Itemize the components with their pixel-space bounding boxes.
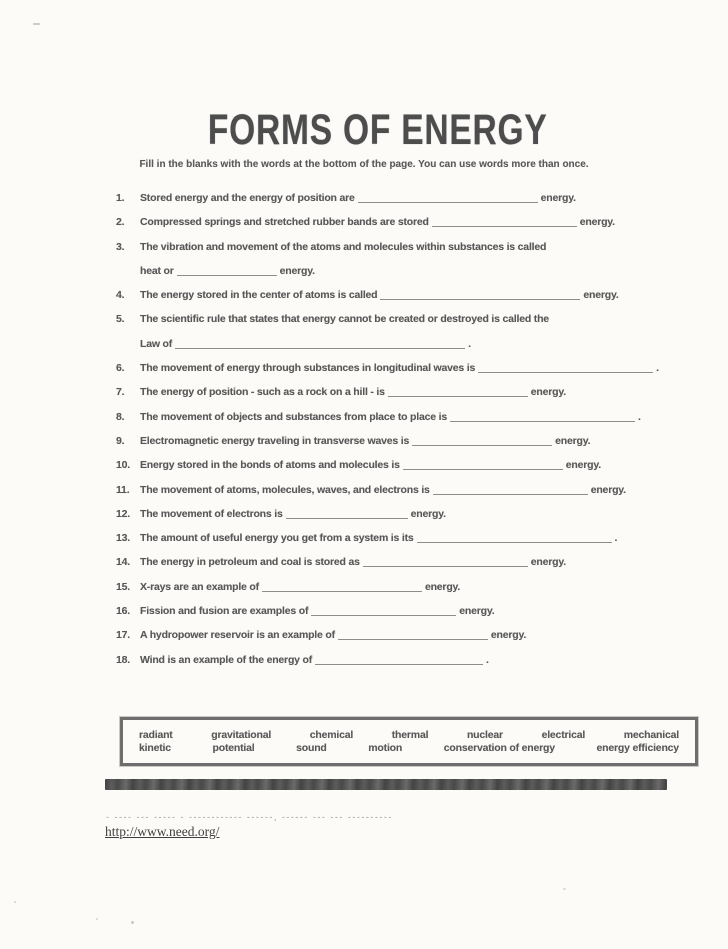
word-bank-term: energy efficiency (596, 742, 679, 754)
answer-blank (338, 637, 488, 640)
question-number: 17. (116, 629, 130, 642)
question-text-segment: . (468, 337, 471, 350)
question-text-segment: The amount of useful energy you get from a system is its (140, 532, 414, 545)
faded-source-line: - ---- --- ----- - ------------ ------, ------ --- --- ---------- (106, 812, 393, 822)
question-text-segment: A hydropower reservoir is an example of (140, 629, 335, 642)
question-number: 16. (116, 605, 130, 618)
question-text (140, 356, 678, 380)
answer-blank (177, 273, 277, 276)
question-text-segment: energy. (579, 216, 615, 229)
question-text-segment: energy. (583, 289, 619, 302)
question-text-segment: energy. (410, 507, 446, 520)
scan-speck (14, 901, 16, 903)
question-row (116, 380, 678, 404)
question-row (116, 307, 678, 356)
word-bank-term: nuclear (466, 728, 503, 741)
question-text (140, 575, 678, 599)
question-text-segment: energy. (540, 192, 576, 204)
answer-blank (412, 443, 552, 446)
word-bank-term: gravitational (211, 728, 272, 741)
answer-blank (433, 492, 588, 495)
question-text-segment: X-rays are an example of (140, 580, 259, 593)
answer-blank (363, 564, 528, 567)
word-bank-row-1 (139, 729, 679, 743)
question-row (116, 283, 678, 307)
question-text-segment: energy. (530, 386, 566, 399)
question-text-segment: The scientific rule that states that energy cannot be created or destroyed is called the (140, 313, 549, 326)
question-text-segment: energy. (565, 459, 601, 472)
question-number: 8. (116, 410, 125, 423)
answer-blank (380, 297, 580, 300)
question-number: 9. (116, 434, 125, 447)
answer-blank (450, 419, 635, 422)
word-bank-term: conservation of energy (443, 742, 555, 754)
answer-blank (432, 224, 577, 227)
question-number: 10. (116, 459, 130, 472)
word-bank-term: mechanical (623, 728, 679, 741)
question-row (116, 429, 678, 453)
question-text-segment: . (656, 362, 659, 375)
question-text (140, 648, 678, 672)
question-text-segment: energy. (490, 629, 527, 642)
question-text-segment: The movement of atoms, molecules, waves, and electrons is (140, 483, 430, 496)
question-text (140, 550, 678, 574)
question-text-segment: energy. (279, 264, 315, 277)
word-bank-box (120, 717, 698, 766)
answer-blank (417, 540, 612, 543)
answer-blank (315, 662, 483, 665)
word-bank-term: kinetic (139, 742, 171, 754)
word-bank-row-2 (139, 742, 679, 756)
question-text (140, 623, 678, 647)
word-bank-term: thermal (391, 728, 429, 741)
question-text-segment: Energy stored in the bonds of atoms and molecules is (140, 459, 400, 472)
question-text (140, 210, 678, 234)
question-text-segment: The energy stored in the center of atoms is called (140, 289, 378, 302)
question-text-segment: The energy in petroleum and coal is stored as (140, 556, 360, 569)
question-text (140, 283, 678, 307)
question-text-segment: The energy of position - such as a rock on a hill - is (140, 386, 385, 399)
question-row (116, 550, 678, 574)
question-number: 5. (116, 313, 125, 326)
question-row (116, 526, 678, 550)
question-row (116, 186, 678, 210)
question-row (116, 235, 678, 284)
question-text-segment: The vibration and movement of the atoms and molecules within substances is called (140, 240, 547, 253)
question-text-segment: energy. (459, 605, 495, 618)
question-row (116, 599, 678, 623)
question-text (140, 599, 678, 623)
worksheet-header (0, 106, 728, 170)
question-row (116, 405, 678, 429)
question-row (116, 453, 678, 477)
question-row (116, 210, 678, 234)
question-row (116, 478, 678, 502)
question-number: 3. (116, 240, 125, 253)
scan-speck (33, 23, 40, 25)
question-text-segment: energy. (590, 483, 626, 496)
question-text-segment: heat or (140, 264, 174, 277)
scan-speck (131, 921, 134, 924)
question-text-segment: energy. (530, 556, 566, 569)
word-bank-term: sound (296, 742, 327, 754)
redacted-source-bar (105, 779, 667, 790)
question-text-segment: Law of (140, 337, 173, 350)
question-row (116, 356, 678, 380)
question-text (140, 478, 678, 502)
answer-blank (262, 589, 422, 592)
question-text-segment: Fission and fusion are examples of (140, 605, 309, 618)
question-text-segment: . (637, 410, 641, 423)
scan-speck (96, 918, 98, 920)
answer-blank (175, 346, 465, 349)
answer-blank (311, 613, 456, 616)
question-text (140, 405, 678, 429)
question-number: 4. (116, 289, 125, 302)
question-text-segment: The movement of objects and substances from place to place is (140, 410, 447, 423)
question-row (116, 648, 678, 672)
question-text (140, 307, 678, 356)
question-number: 7. (116, 386, 125, 399)
question-number: 6. (116, 362, 125, 375)
question-text-segment: Wind is an example of the energy of (140, 653, 313, 666)
question-text (140, 429, 678, 453)
answer-blank (403, 467, 563, 470)
question-number: 12. (116, 507, 130, 520)
question-text-segment: energy. (424, 580, 461, 593)
answer-blank (388, 394, 528, 397)
question-text (140, 186, 678, 210)
scan-speck (563, 888, 566, 890)
question-text-segment: The movement of electrons is (140, 507, 283, 520)
question-row (116, 575, 678, 599)
question-text-segment: Stored energy and the energy of position are (140, 192, 355, 204)
question-number: 14. (116, 556, 130, 569)
word-bank-term: chemical (309, 728, 354, 741)
question-text-segment: energy. (555, 434, 591, 447)
question-number: 11. (116, 483, 130, 496)
question-text (140, 526, 678, 550)
word-bank-term: radiant (139, 728, 173, 741)
question-row (116, 502, 678, 526)
question-number: 1. (116, 192, 125, 204)
answer-blank (478, 370, 653, 373)
question-number: 15. (116, 580, 130, 593)
answer-blank (286, 516, 408, 519)
question-text (140, 453, 678, 477)
question-text-segment: Compressed springs and stretched rubber bands are stored (140, 216, 429, 229)
instructions-text: Fill in the blanks with the words at the bottom of the page. You can use words more than once. (139, 159, 589, 170)
word-bank-term: motion (368, 742, 403, 754)
page-title: FORMS OF ENERGY (208, 106, 548, 154)
questions-list (116, 186, 678, 672)
answer-blank (358, 200, 538, 203)
question-text (140, 502, 678, 526)
question-text-segment: Electromagnetic energy traveling in transverse waves is (140, 434, 410, 447)
question-text-segment: . (614, 532, 618, 545)
question-text-segment: The movement of energy through substances in longitudinal waves is (140, 362, 476, 375)
question-text-segment: . (486, 653, 489, 666)
question-text (140, 380, 678, 404)
need-org-link[interactable]: http://www.need.org/ (105, 824, 220, 839)
question-number: 13. (116, 532, 130, 545)
question-text (140, 235, 678, 284)
question-row (116, 623, 678, 647)
question-number: 18. (116, 653, 130, 666)
word-bank-term: electrical (541, 728, 586, 741)
question-number: 2. (116, 216, 125, 229)
word-bank-term: potential (212, 742, 255, 754)
